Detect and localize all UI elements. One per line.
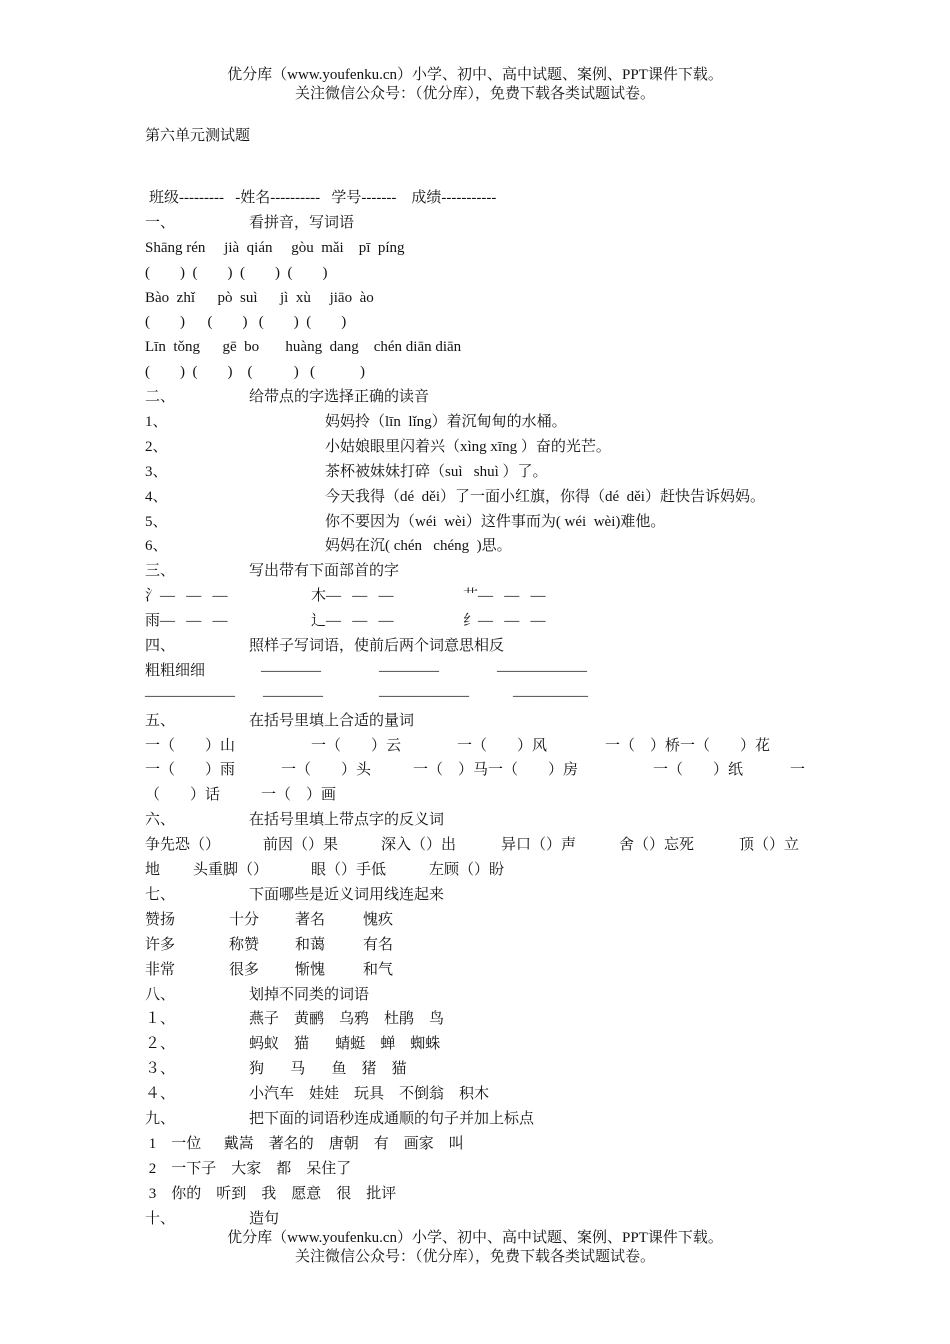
sentence-item xyxy=(145,1132,825,1157)
radical-item: 艹— — — xyxy=(463,588,546,605)
sentence-words: 2 一下子 大家 都 呆住了 xyxy=(145,1160,352,1177)
question-text: 妈妈拎（līn lǐng）着沉甸甸的水桶。 xyxy=(325,414,567,431)
section-number: 三、 xyxy=(145,563,176,580)
section-number: 十、 xyxy=(145,1210,176,1227)
section-title: 下面哪些是近义词用线连起来 xyxy=(249,886,445,903)
header-line-2: 关注微信公众号：（优分库），免费下载各类试题试卷。 xyxy=(294,86,655,102)
question-number: 2、 xyxy=(145,438,168,455)
question-text: 小姑娘眼里闪着兴（xìng xīng ）奋的光芒。 xyxy=(325,438,611,455)
section-7-heading xyxy=(145,883,825,908)
section-number: 四、 xyxy=(145,638,176,655)
pinyin-text: Bào zhǐ pò suì jì xù jiāo ào xyxy=(145,289,374,306)
fill-item: 一（ ）画 xyxy=(261,787,337,804)
fill-item: 一（ ）雨 xyxy=(145,762,236,779)
word: 很多 xyxy=(229,961,260,978)
antonym-row-2 xyxy=(145,684,825,709)
word: 和气 xyxy=(363,961,394,978)
opposite-row-2 xyxy=(145,858,825,883)
sentence-item xyxy=(145,1182,825,1207)
question-item xyxy=(145,1032,825,1057)
word: 有名 xyxy=(363,936,394,953)
question-number: 6、 xyxy=(145,538,168,555)
question-text: 茶杯被妹妹打碎（suì shuì ）了。 xyxy=(325,463,548,480)
footer-line-1: 优分库（www.youfenku.cn）小学、初中、高中试题、案例、PPT课件下载。 xyxy=(227,1230,723,1246)
radical-item: 木— — — xyxy=(311,588,394,605)
pinyin-row-2 xyxy=(145,286,825,311)
section-number: 一、 xyxy=(145,214,176,231)
fill-item: 一（ ）山 xyxy=(145,737,236,754)
exam-content xyxy=(145,124,825,1231)
sentence-words: 3 你的 听到 我 愿意 很 批评 xyxy=(145,1185,397,1202)
word: 非常 xyxy=(145,961,176,978)
header-line-1: 优分库（www.youfenku.cn）小学、初中、高中试题、案例、PPT课件下载。 xyxy=(227,67,723,83)
fill-item: 舍（）忘死 xyxy=(619,837,695,854)
fill-item: 一（ ）云 xyxy=(311,737,402,754)
question-number: 3、 xyxy=(145,463,168,480)
section-number: 二、 xyxy=(145,389,176,406)
section-2-heading xyxy=(145,385,825,410)
fill-item: 顶（）立 xyxy=(739,837,800,854)
fill-item: 地 xyxy=(145,862,161,879)
sentence-item xyxy=(145,1157,825,1182)
question-item xyxy=(145,534,825,559)
fill-item: 异口（）声 xyxy=(501,837,577,854)
section-title: 在括号里填上合适的量词 xyxy=(249,712,415,729)
question-text: 燕子 黄鹂 乌鸦 杜鹃 鸟 xyxy=(249,1011,445,1028)
radical-item: 纟— — — xyxy=(463,613,546,630)
section-10-heading xyxy=(145,1207,825,1232)
word: 许多 xyxy=(145,936,176,953)
measure-word-row-2 xyxy=(145,758,825,783)
fill-item: 头重脚（） xyxy=(193,862,269,879)
section-4-heading xyxy=(145,634,825,659)
question-item xyxy=(145,435,825,460)
question-item xyxy=(145,410,825,435)
section-9-heading xyxy=(145,1107,825,1132)
spacer xyxy=(145,148,825,186)
fill-item: 前因（）果 xyxy=(263,837,339,854)
fill-item: 一（ ）头 xyxy=(281,762,372,779)
section-number: 六、 xyxy=(145,812,176,829)
answer-blanks: ( ) ( ) ( ) ( ) xyxy=(145,364,365,381)
word: 著名 xyxy=(295,911,326,928)
question-text: 小汽车 娃娃 玩具 不倒翁 积木 xyxy=(249,1086,490,1103)
question-item xyxy=(145,485,825,510)
question-item xyxy=(145,1007,825,1032)
question-number: ２、 xyxy=(145,1036,176,1053)
section-8-heading xyxy=(145,983,825,1008)
section-title: 给带点的字选择正确的读音 xyxy=(249,389,430,406)
pinyin-text: Līn tǒng gē bo huàng dang chén diān diān xyxy=(145,339,462,356)
question-number: １、 xyxy=(145,1011,176,1028)
synonym-row xyxy=(145,933,825,958)
question-item xyxy=(145,510,825,535)
radical-item: 雨— — — xyxy=(145,613,228,630)
section-title: 划掉不同类的词语 xyxy=(249,986,370,1003)
question-number: ４、 xyxy=(145,1086,176,1103)
answer-line: ———— xyxy=(261,662,321,679)
answer-blanks: ( ) ( ) ( ) ( ) xyxy=(145,314,347,331)
word: 惭愧 xyxy=(295,961,326,978)
answer-line: ———— xyxy=(263,687,323,704)
synonym-row xyxy=(145,958,825,983)
fill-item: 一（ ）纸 xyxy=(653,762,744,779)
section-title: 造句 xyxy=(249,1210,280,1227)
fill-item: 深入（）出 xyxy=(381,837,457,854)
question-item xyxy=(145,1057,825,1082)
pinyin-row-1 xyxy=(145,236,825,261)
question-item xyxy=(145,460,825,485)
word: 和蔼 xyxy=(295,936,326,953)
section-title: 在括号里填上带点字的反义词 xyxy=(249,812,445,829)
synonym-row xyxy=(145,908,825,933)
pinyin-text: Shāng rén jià qián gòu mǎi pī píng xyxy=(145,239,405,256)
question-text: 妈妈在沉( chén chéng )思。 xyxy=(325,538,512,555)
question-text: 你不要因为（wéi wèi）这件事而为( wéi wèi)难他。 xyxy=(325,513,666,530)
fill-item: 左顾（）盼 xyxy=(429,862,505,879)
pinyin-row-3 xyxy=(145,335,825,360)
example-word: 粗粗细细 xyxy=(145,662,206,679)
question-number: 5、 xyxy=(145,513,168,530)
section-number: 五、 xyxy=(145,712,176,729)
question-number: 1、 xyxy=(145,414,168,431)
blank-row-1 xyxy=(145,261,825,286)
page-header xyxy=(0,66,950,104)
section-5-heading xyxy=(145,709,825,734)
answer-line: ————— xyxy=(513,687,588,704)
word: 十分 xyxy=(229,911,260,928)
section-title: 看拼音，写词语 xyxy=(249,214,355,231)
section-title: 把下面的词语秒连成通顺的句子并加上标点 xyxy=(249,1110,535,1127)
measure-word-row-1 xyxy=(145,734,825,759)
fill-item: 争先恐（） xyxy=(145,837,221,854)
answer-line: —————— xyxy=(379,687,469,704)
radical-row-2 xyxy=(145,609,825,634)
student-info-line xyxy=(145,186,825,211)
section-1-heading xyxy=(145,211,825,236)
question-number: 4、 xyxy=(145,488,168,505)
fill-item: （ ）话 xyxy=(145,787,221,804)
section-3-heading xyxy=(145,559,825,584)
doc-title-text: 第六单元测试题 xyxy=(145,128,251,144)
blank-row-2 xyxy=(145,310,825,335)
footer-line-2: 关注微信公众号：（优分库），免费下载各类试题试卷。 xyxy=(294,1249,655,1265)
fill-item: 一（ ）桥一（ ）花 xyxy=(605,737,771,754)
doc-title xyxy=(145,124,825,148)
fill-item: 眼（）手低 xyxy=(311,862,387,879)
section-title: 写出带有下面部首的字 xyxy=(249,563,400,580)
question-text: 今天我得（dé děi）了一面小红旗，你得（dé děi）赶快告诉妈妈。 xyxy=(325,488,765,505)
word: 称赞 xyxy=(229,936,260,953)
question-text: 狗 马 鱼 猪 猫 xyxy=(249,1061,407,1078)
radical-item: 辶— — — xyxy=(311,613,394,630)
section-number: 七、 xyxy=(145,886,176,903)
page-footer xyxy=(0,1229,950,1267)
word: 愧疚 xyxy=(363,911,394,928)
fill-item: 一 xyxy=(790,762,806,779)
antonym-row-1 xyxy=(145,659,825,684)
answer-line: —————— xyxy=(497,662,587,679)
section-number: 八、 xyxy=(145,986,176,1003)
answer-line: ———— xyxy=(379,662,439,679)
section-6-heading xyxy=(145,808,825,833)
student-info-text: 班级--------- -姓名---------- 学号------- 成绩----------- xyxy=(149,190,497,206)
answer-blanks: ( ) ( ) ( ) ( ) xyxy=(145,264,328,281)
section-title: 照样子写词语，使前后两个词意思相反 xyxy=(249,638,505,655)
radical-row-1 xyxy=(145,584,825,609)
blank-row-3 xyxy=(145,360,825,385)
word: 赞扬 xyxy=(145,911,176,928)
fill-item: 一（ ）风 xyxy=(457,737,548,754)
radical-item: 氵— — — xyxy=(145,588,228,605)
sentence-words: 1 一位 戴嵩 著名的 唐朝 有 画家 叫 xyxy=(145,1135,464,1152)
answer-line: —————— xyxy=(145,687,235,704)
fill-item: 一（ ）马一（ ）房 xyxy=(413,762,579,779)
question-item xyxy=(145,1082,825,1107)
section-number: 九、 xyxy=(145,1110,176,1127)
measure-word-row-3 xyxy=(145,783,825,808)
question-number: ３、 xyxy=(145,1061,176,1078)
opposite-row-1 xyxy=(145,833,825,858)
question-text: 蚂蚁 猫 蜻蜓 蝉 蜘蛛 xyxy=(249,1036,441,1053)
